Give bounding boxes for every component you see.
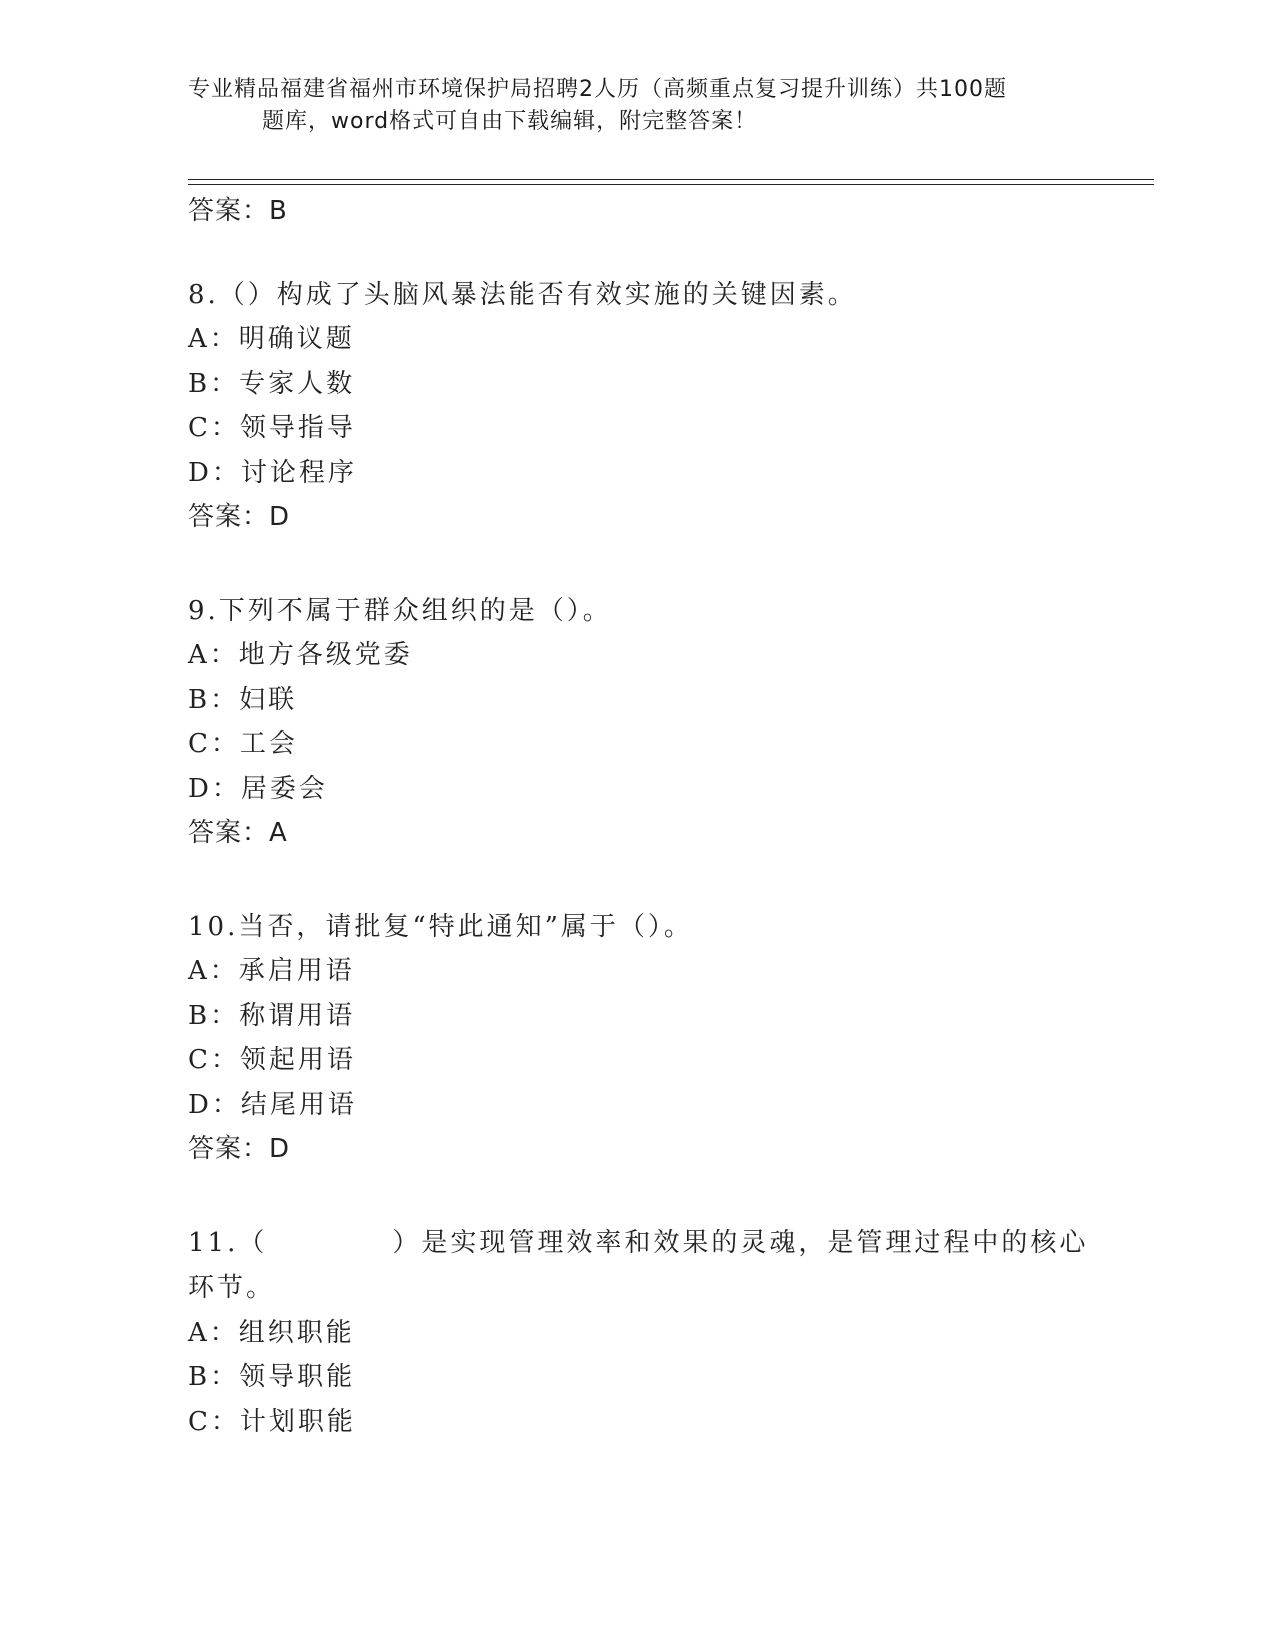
question-9-stem: 9.下列不属于群众组织的是（）。 (188, 596, 612, 626)
question-9-option-d: D：居委会 (188, 774, 328, 804)
question-11-option-c: C：计划职能 (188, 1407, 356, 1437)
question-10-option-a: A：承启用语 (188, 956, 355, 986)
question-10-answer: 答案：D (188, 1134, 291, 1164)
question-10-stem: 10.当否，请批复“特此通知”属于（）。 (188, 912, 693, 942)
question-8-option-a: A：明确议题 (188, 324, 355, 354)
question-11-stem-end: ）是实现管理效率和效果的灵魂，是管理过程中的核心 (392, 1228, 1089, 1258)
question-9-option-c: C：工会 (188, 729, 298, 759)
question-11-stem-line2: 环节。 (188, 1273, 276, 1303)
question-11-option-b: B：领导职能 (188, 1362, 356, 1392)
question-8-answer: 答案：D (188, 502, 291, 532)
question-9-option-b: B：妇联 (188, 685, 298, 715)
question-10-option-c: C：领起用语 (188, 1045, 356, 1075)
header-divider-bottom (188, 184, 1154, 185)
question-9-option-a: A：地方各级党委 (188, 640, 413, 670)
question-9-answer: 答案：A (188, 818, 288, 848)
question-11-stem (188, 1226, 1088, 1260)
question-8-option-b: B：专家人数 (188, 369, 356, 399)
question-8-option-d: D：讨论程序 (188, 458, 357, 488)
question-11-stem-start: 11.（ (188, 1228, 268, 1258)
question-11-option-a: A：组织职能 (188, 1318, 355, 1348)
header-divider-top (188, 179, 1154, 180)
question-10-option-b: B：称谓用语 (188, 1001, 356, 1031)
header-title-line1: 专业精品福建省福州市环境保护局招聘2人历（高频重点复习提升训练）共100题 (188, 77, 1007, 102)
question-8-option-c: C：领导指导 (188, 413, 356, 443)
question-8-stem: 8.（）构成了头脑风暴法能否有效实施的关键因素。 (188, 280, 857, 310)
document-header (188, 74, 1088, 138)
previous-answer: 答案：B (188, 196, 288, 226)
header-title-line2: 题库，word格式可自由下载编辑，附完整答案！ (262, 109, 758, 134)
question-10-option-d: D：结尾用语 (188, 1090, 357, 1120)
